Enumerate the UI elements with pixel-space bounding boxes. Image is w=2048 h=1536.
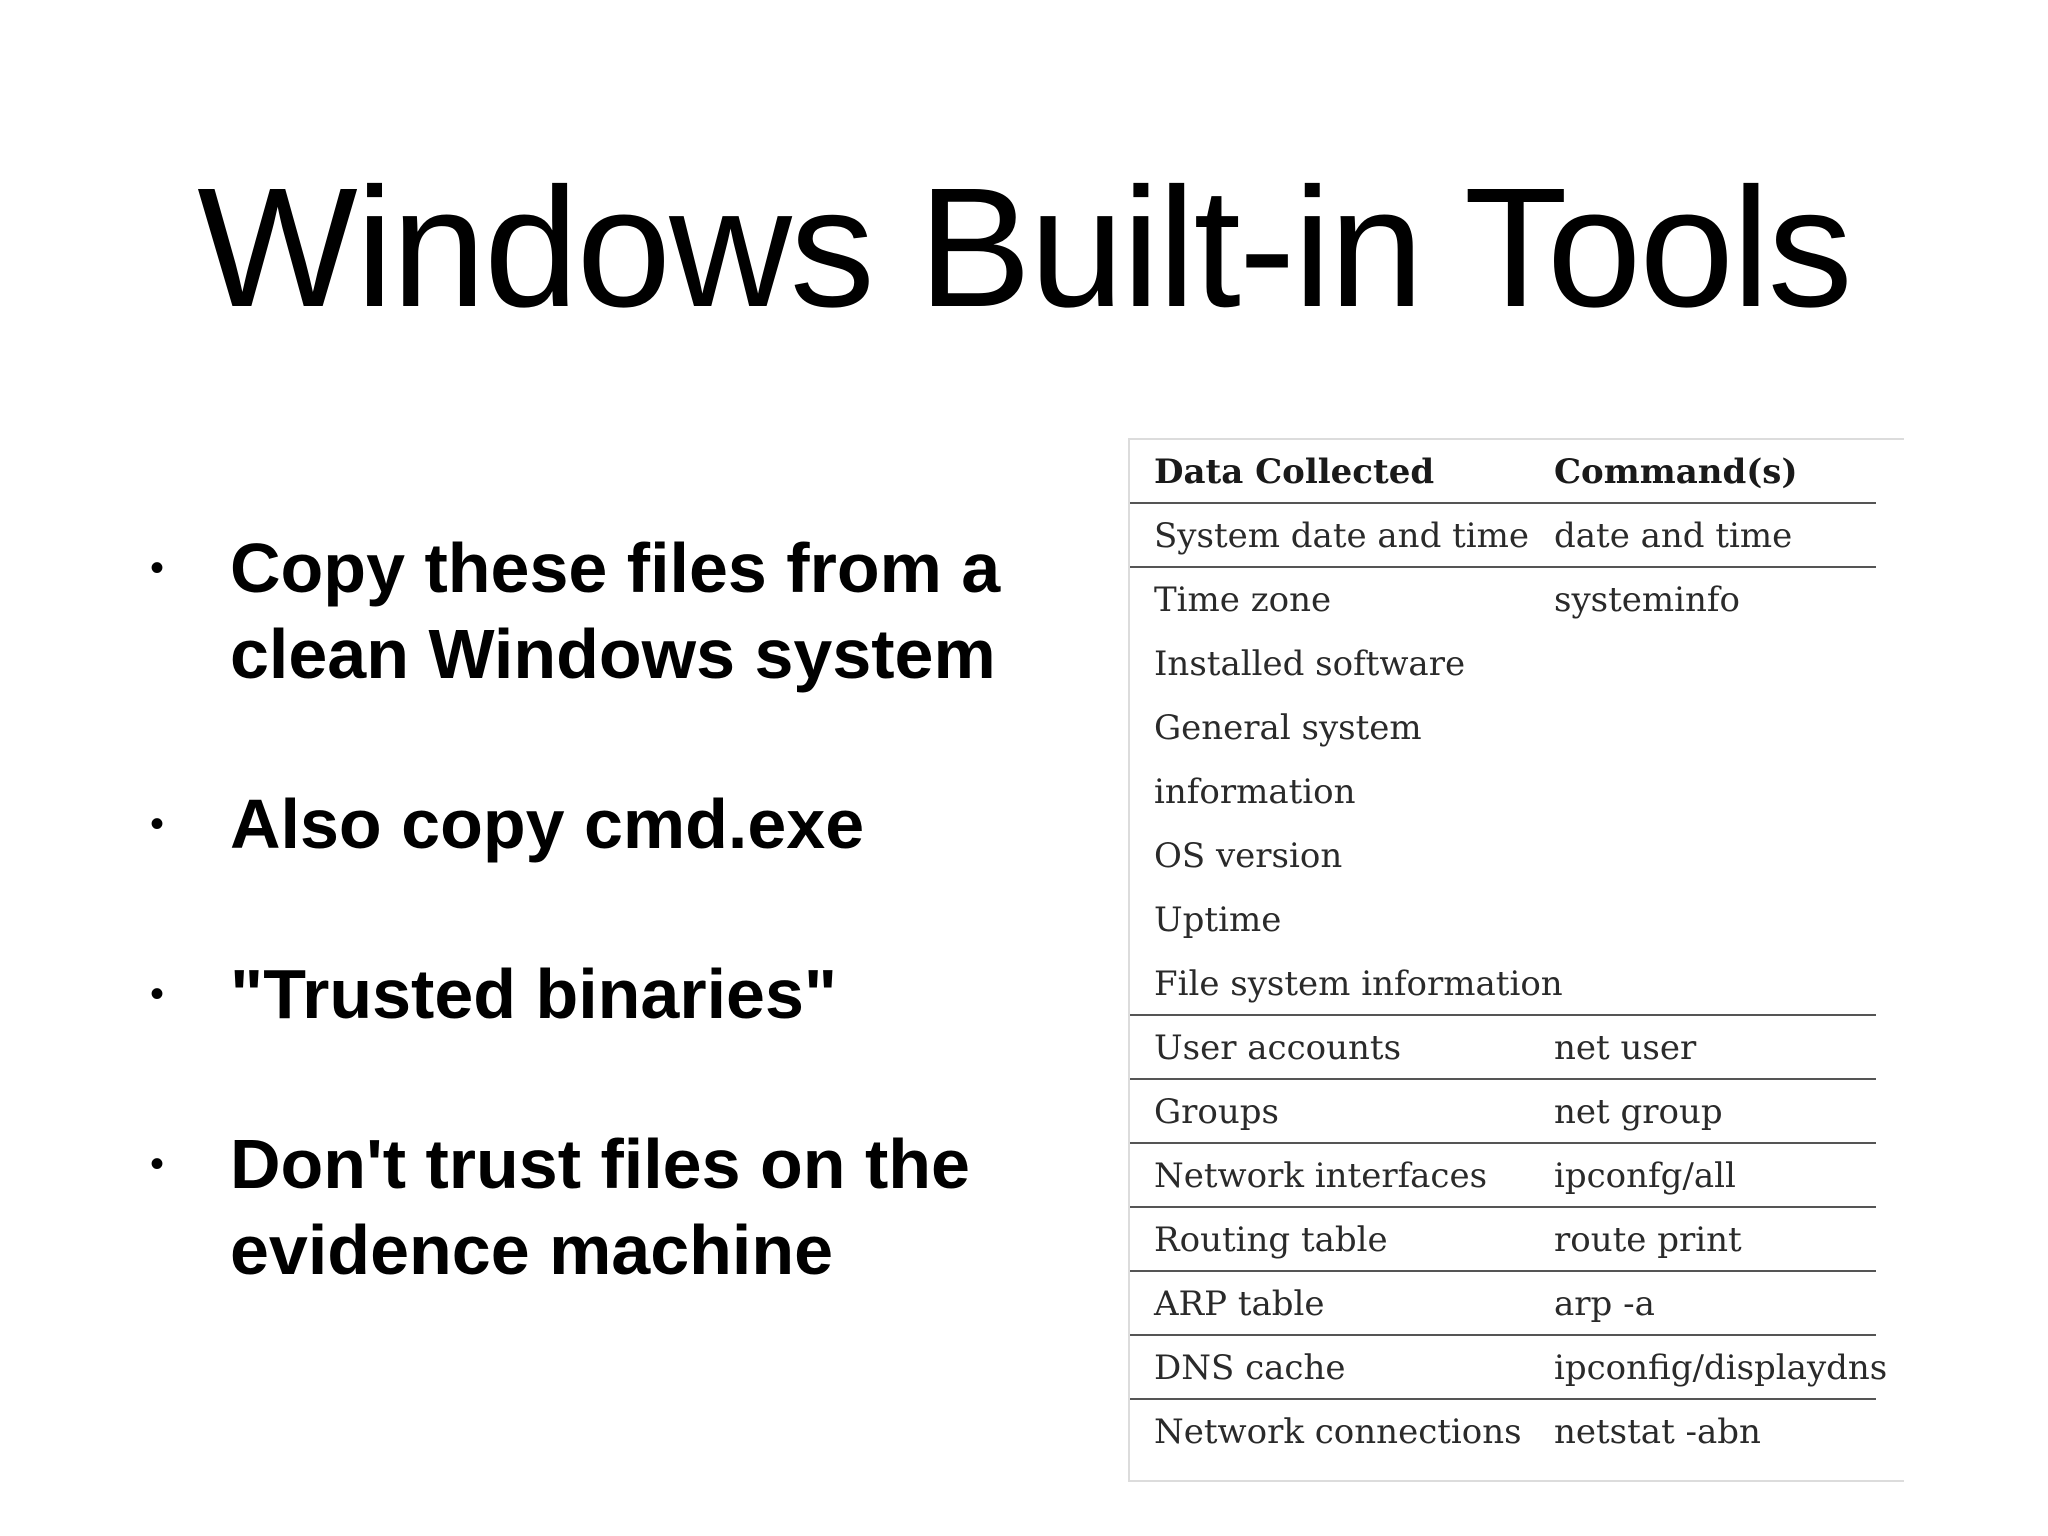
bullet-text: Don't trust files on the evidence machine <box>230 1125 970 1289</box>
table-row <box>1130 1080 1876 1144</box>
table-row <box>1130 1016 1876 1080</box>
table-cell-data: File system information <box>1154 964 1563 1004</box>
table-cell-data: ARP table <box>1154 1284 1325 1324</box>
bullet-item <box>150 951 1090 1037</box>
commands-table <box>1128 438 1904 1482</box>
table-row <box>1130 504 1876 568</box>
table-cell-data: Installed software <box>1154 644 1466 684</box>
table-cell-command: route print <box>1554 1220 1742 1260</box>
table-cell-command: net group <box>1554 1092 1723 1132</box>
slide-title: Windows Built-in Tools <box>197 153 1851 343</box>
table-cell-command: systeminfo <box>1554 580 1740 620</box>
table-row <box>1130 1272 1876 1336</box>
table-cell-command: date and time <box>1554 516 1793 556</box>
bullet-text: "Trusted binaries" <box>230 955 838 1033</box>
bullet-text: Copy these files from a clean Windows system <box>230 529 1001 693</box>
bullet-text: Also copy cmd.exe <box>230 785 865 863</box>
table-cell-command: ipconfig/displaydns <box>1554 1348 1888 1388</box>
table-header-row <box>1130 440 1876 504</box>
table-row <box>1130 1144 1876 1208</box>
table-cell-data: Network connections <box>1154 1412 1522 1452</box>
table-cell-command: net user <box>1554 1028 1697 1068</box>
table-row <box>1130 1336 1888 1400</box>
table-cell-data: System date and time <box>1154 516 1530 556</box>
table-cell-data: DNS cache <box>1154 1348 1346 1388</box>
table-row <box>1130 1400 1876 1464</box>
table-cell-data: information <box>1154 772 1356 812</box>
table-cell-data: Network interfaces <box>1154 1156 1488 1196</box>
table-cell-data: Uptime <box>1154 900 1282 940</box>
bullet-item <box>150 525 1090 697</box>
table-cell-command: ipconfg/all <box>1554 1156 1736 1196</box>
table-cell-data: Groups <box>1154 1092 1279 1132</box>
bullet-dot: • <box>150 1142 165 1186</box>
table-cell-data: General system <box>1154 708 1422 748</box>
table-cell-data: Time zone <box>1154 580 1332 620</box>
table-body <box>1130 440 1888 1464</box>
table-row-group <box>1130 568 1876 1016</box>
header-commands: Command(s) <box>1554 452 1798 492</box>
table-cell-data: User accounts <box>1154 1028 1402 1068</box>
table-group-list <box>1154 568 1563 1016</box>
table-cell-command: netstat -abn <box>1554 1412 1761 1452</box>
bullet-dot: • <box>150 546 165 590</box>
header-data-collected: Data Collected <box>1154 452 1435 492</box>
table-row <box>1130 1208 1876 1272</box>
bullet-list <box>150 525 1090 1293</box>
table-cell-data: OS version <box>1154 836 1343 876</box>
bullet-item <box>150 781 1090 867</box>
bullet-dot: • <box>150 972 165 1016</box>
table-cell-command: arp -a <box>1554 1284 1655 1324</box>
bullet-dot: • <box>150 802 165 846</box>
bullet-item <box>150 1121 1090 1293</box>
table-cell-data: Routing table <box>1154 1220 1388 1260</box>
